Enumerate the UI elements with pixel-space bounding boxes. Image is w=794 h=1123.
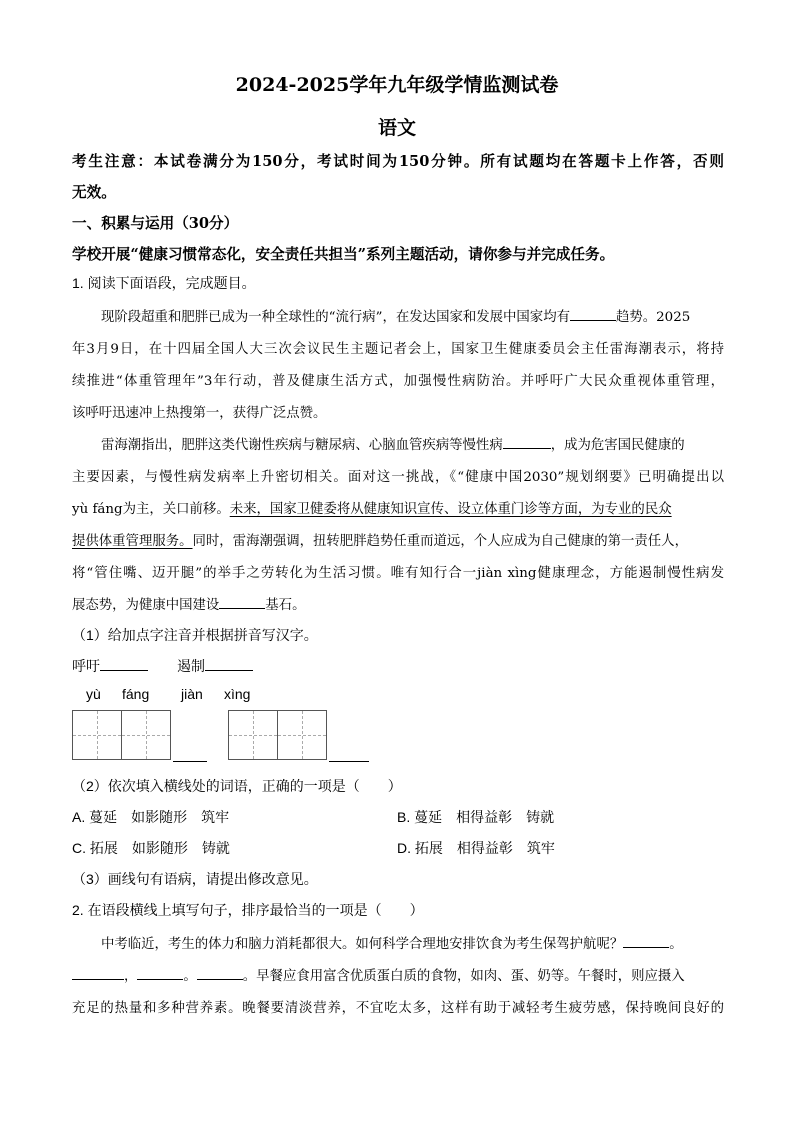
notice-line-1: 考生注意：本试卷满分为150分，考试时间为150分钟。所有试题均在答题卡上作答，否则 [72,153,724,170]
option-label: B. [397,809,411,825]
section-intro: 学校开展“健康习惯常态化，安全责任共担当”系列主题活动，请你参与并完成任务。 [72,246,615,263]
option-d[interactable] [397,838,555,858]
fill-blank-1[interactable] [570,307,616,321]
q1-passage-line-1 [101,306,690,325]
passage-text: yù fáng为主，关口前移。 [72,502,230,517]
fill-blank-6[interactable] [137,966,183,980]
pinyin-fang: fáng [122,686,150,702]
exam-title: 2024-2025学年九年级学情监测试卷 [235,74,559,96]
writing-underline-1 [173,761,207,762]
q2-stem: 2. 在语段横线上填写句子，排序最恰当的一项是（ ） [72,902,424,918]
writing-box-jian[interactable] [228,710,278,760]
passage-text: 同时，雷海潮强调，扭转肥胖趋势任重而道远，个人应成为自己健康的第一责任人， [192,534,688,549]
option-a[interactable] [72,807,229,827]
q1-sub1-stem: （1）给加点字注音并根据拼音写汉字。 [72,627,318,643]
passage-text: 雷海潮指出，肥胖这类代谢性疾病与糖尿病、心脑血管疾病等慢性病 [101,438,503,453]
q1-passage-line-3: 续推进“体重管理年”3年行动，普及健康生活方式，加强慢性病防治。并呼吁广大民众重视体重管理， [72,374,724,389]
option-text: 蔓延 如影随形 筑牢 [89,809,230,825]
q1-passage-line-2: 年3月9日，在十四届全国人大三次会议民生主题记者会上，国家卫生健康委员会主任雷海潮表示，将持 [72,342,724,357]
word-label: 呼吁 [72,658,100,674]
fill-blank-7[interactable] [197,966,243,980]
fill-blank-3[interactable] [219,595,265,609]
pinyin-jian: jiàn [181,686,203,702]
writing-underline-2 [329,761,369,762]
passage-text: ，成为危害国民健康的 [550,438,685,453]
subject-title: 语文 [377,117,416,139]
option-c[interactable] [72,838,230,858]
word-e-zhi [177,656,253,676]
option-text: 蔓延 相得益彰 铸就 [414,809,555,825]
passage-text: 现阶段超重和肥胖已成为一种全球性的“流行病”，在发达国家和发展中国家均有 [101,310,570,325]
notice-line-2: 无效。 [72,184,116,201]
writing-box-xing[interactable] [277,710,327,760]
q2-passage-line-1 [101,933,683,952]
q1-passage-line-9: 将“管住嘴、迈开腿”的举手之劳转化为生活习惯。唯有知行合一jiàn xìng健康理念，方能遏制慢性病发 [72,566,724,581]
word-hu-yu [72,656,148,676]
q1-passage-line-10 [72,594,305,613]
underlined-sentence: 提供体重管理服务。 [72,534,193,549]
word-label: 遏制 [177,658,205,674]
q2-passage-line-2 [72,965,685,984]
writing-box-fang[interactable] [121,710,171,760]
q1-sub2-stem: （2）依次填入横线处的词语，正确的一项是（ ） [72,778,402,794]
q1-passage-line-6: 主要因素，与慢性病发病率上升密切相关。面对这一挑战，《“健康中国2030”规划纲要》已明确提出以 [72,470,724,485]
underlined-sentence: 未来，国家卫健委将从健康知识宣传、设立体重门诊等方面，为专业的民众 [229,502,672,517]
passage-text: 。 [669,937,683,952]
pinyin-answer-1[interactable] [100,656,148,671]
section-heading: 一、积累与运用（30分） [72,215,239,232]
passage-text: ， [124,969,138,984]
q1-passage-line-7 [72,498,724,517]
pinyin-answer-2[interactable] [205,656,253,671]
pinyin-yu: yù [86,686,101,702]
fill-blank-2[interactable] [503,435,551,449]
option-b[interactable] [397,807,554,827]
option-text: 拓展 相得益彰 筑牢 [414,840,555,856]
option-label: D. [397,840,411,856]
passage-text: 展态势，为健康中国建设 [72,598,220,613]
writing-box-yu[interactable] [72,710,122,760]
passage-text: 趋势。2025 [615,310,691,325]
passage-text: 基石。 [265,598,306,613]
q1-passage-line-4: 该呼吁迅速冲上热搜第一，获得广泛点赞。 [72,406,327,421]
pinyin-xing: xìng [224,686,251,702]
q1-sub3-stem: （3）画线句有语病，请提出修改意见。 [72,871,318,887]
fill-blank-5[interactable] [72,966,124,980]
passage-text: 。早餐应食用富含优质蛋白质的食物，如肉、蛋、奶等。午餐时，则应摄入 [242,969,685,984]
option-label: A. [72,809,86,825]
q1-passage-line-8 [72,530,724,549]
q1-passage-line-5 [101,434,685,453]
passage-text: 。 [183,969,197,984]
option-label: C. [72,840,86,856]
q2-passage-line-3: 充足的热量和多种营养素。晚餐要清淡营养，不宜吃太多，这样有助于减轻考生疲劳感，保持晚间良好的 [72,1001,724,1016]
q1-stem: 1. 阅读下面语段，完成题目。 [72,275,256,291]
fill-blank-4[interactable] [623,934,669,948]
option-text: 拓展 如影随形 铸就 [89,840,230,856]
passage-text: 中考临近，考生的体力和脑力消耗都很大。如何科学合理地安排饮食为考生保驾护航呢？ [101,937,624,952]
